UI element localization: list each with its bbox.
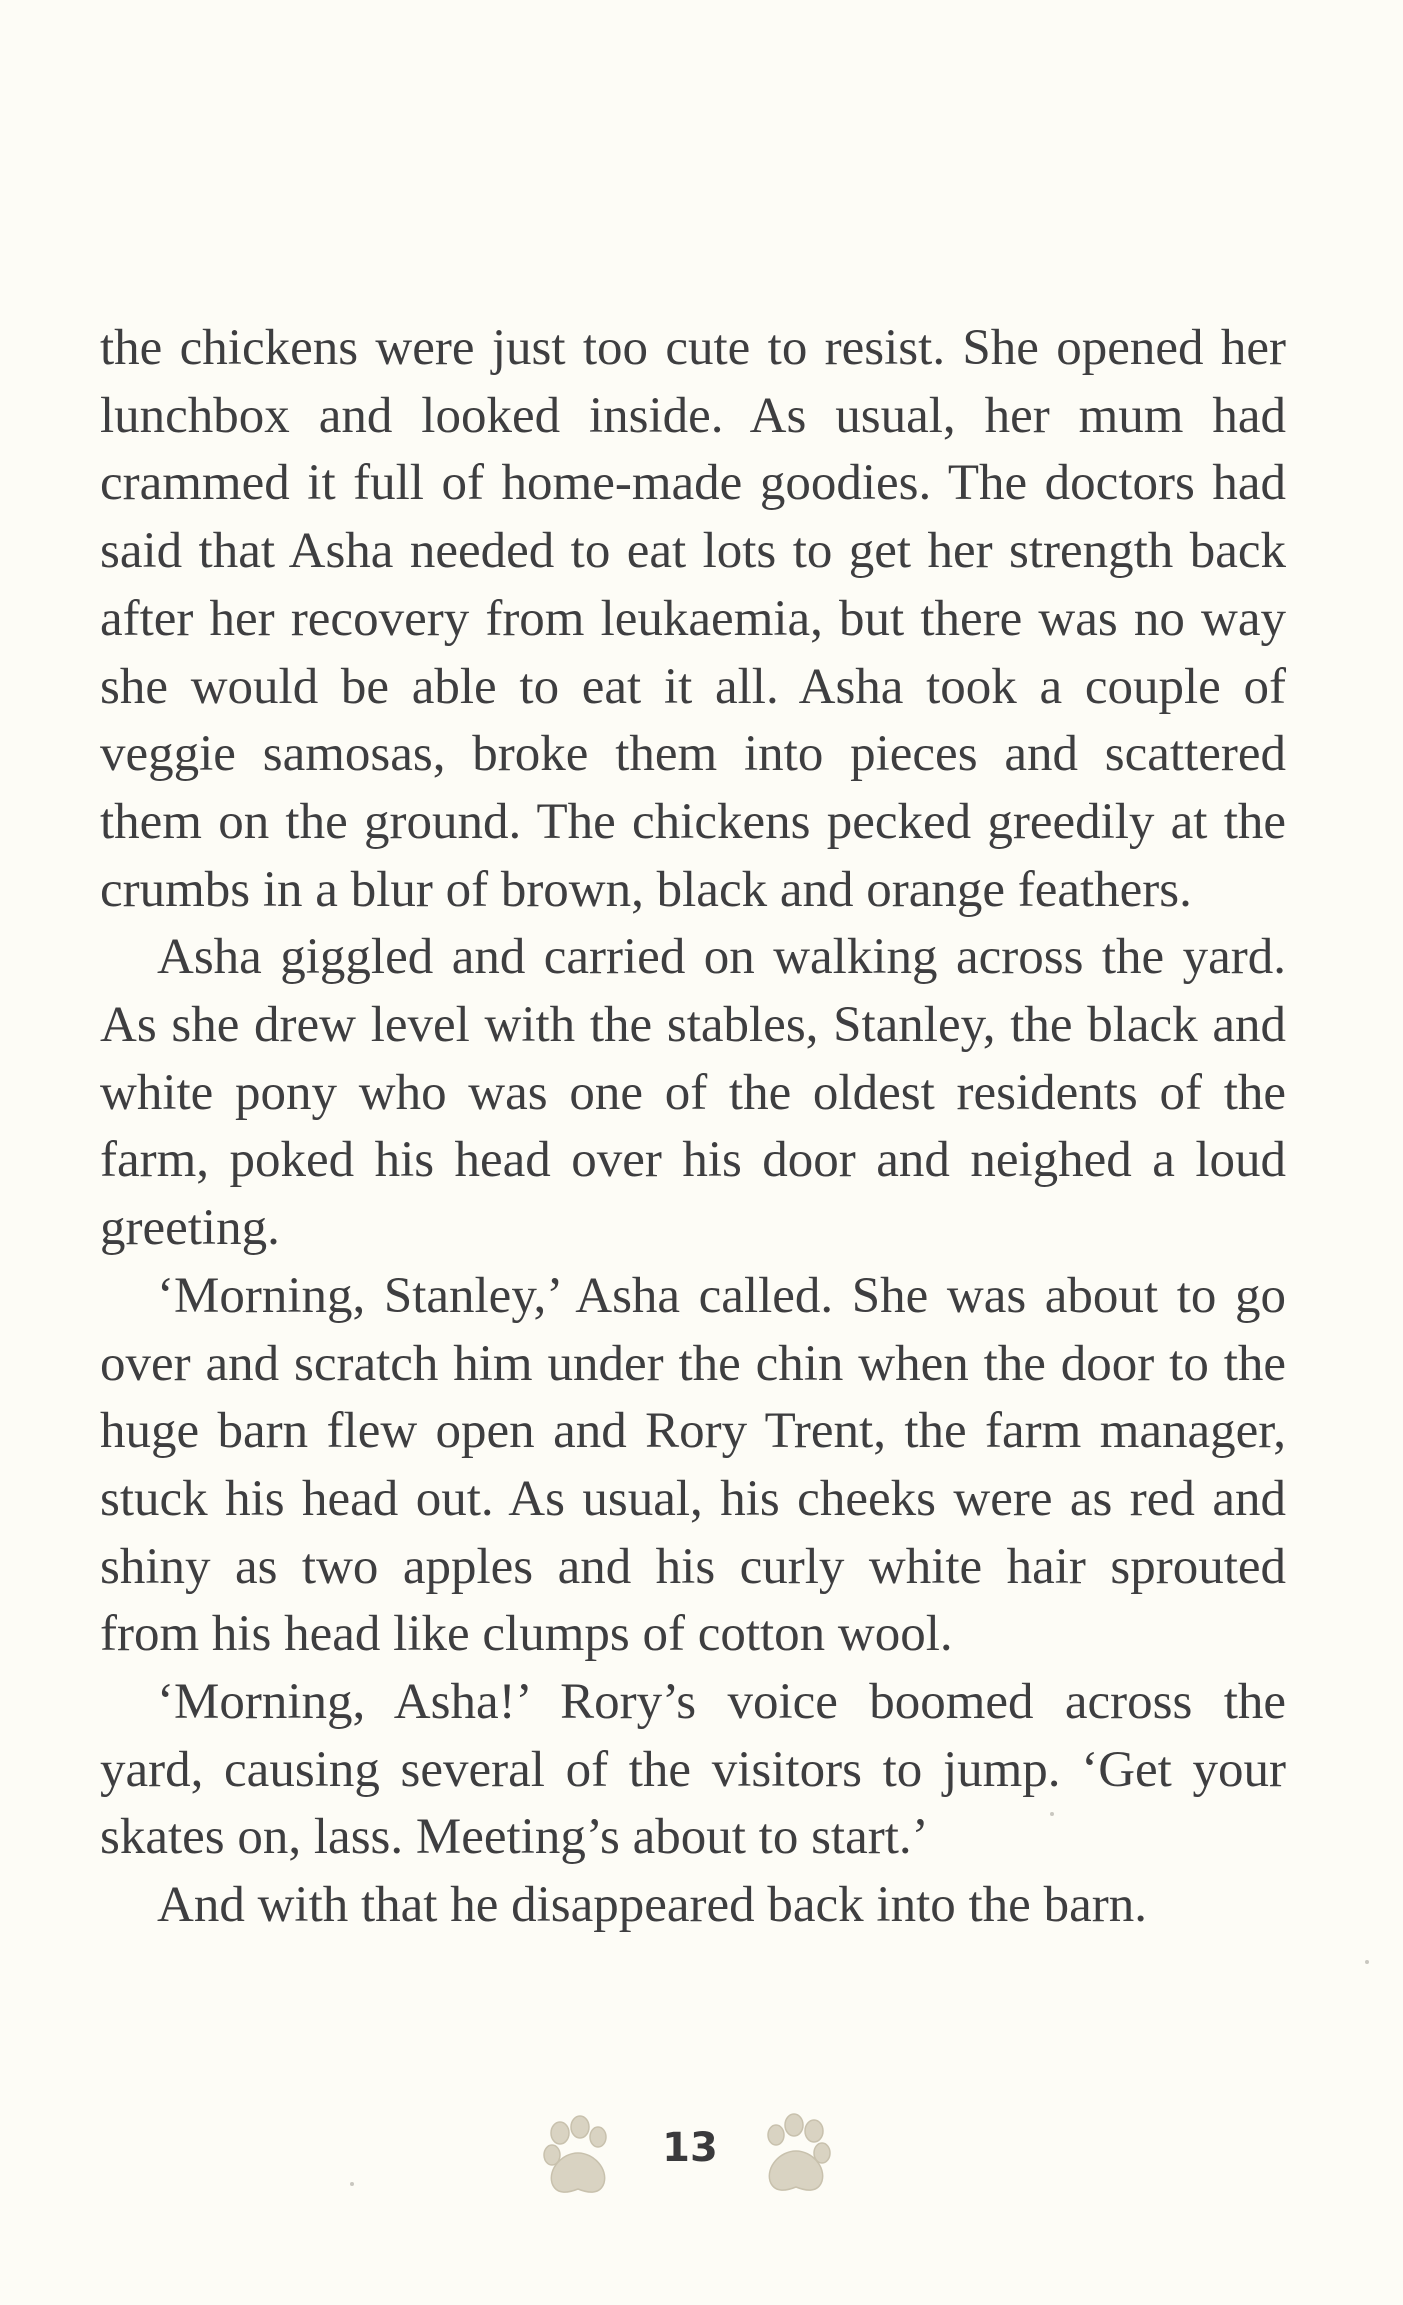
paragraph-stanley: Asha giggled and carried on walking across the yard. As she drew level with the stables, Stanley, the black and white pony who was one of the oldest residents of the farm, poked his head over his door and neighed a loud greeting. [100,929,1286,1257]
paragraph-morning-asha: ‘Morning, Asha!’ Rory’s voice boomed across the yard, causing several of the visitors to jump. ‘Get your skates on, lass. Meeting’s about to start.’ [100,1674,1286,1866]
paragraph-disappeared: And with that he disappeared back into the barn. [157,1877,1147,1934]
paper-speck [350,2182,354,2186]
page-footer [0,2095,1403,2205]
page-number: 13 [662,2125,718,2171]
paragraph-morning-stanley: ‘Morning, Stanley,’ Asha called. She was about to go over and scratch him under the chin when the door to the huge barn flew open and Rory Trent, the farm manager, stuck his head out. As usual, his cheeks were as red and shiny as two apples and his curly white hair sprouted from his head like clumps of cotton wool. [100,1267,1286,1663]
body-text [100,315,1286,1940]
paper-speck [1365,1960,1369,1964]
paw-print-icon [756,2113,836,2203]
paragraph-continuation: the chickens were just too cute to resist. She opened her lunchbox and looked inside. As usual, her mum had crammed it full of home-made goodies. The doctors had said that Asha needed to eat lots to get her strength back after her recovery from leukaemia, but there was no way she would be able to eat it all. Asha took a couple of veggie samosas, broke them into pieces and scattered them on the ground. The chickens pecked greedily at the crumbs in a blur of brown, black and orange feathers. [100,320,1286,918]
paper-speck [1050,1812,1054,1816]
paw-print-icon [538,2115,618,2205]
